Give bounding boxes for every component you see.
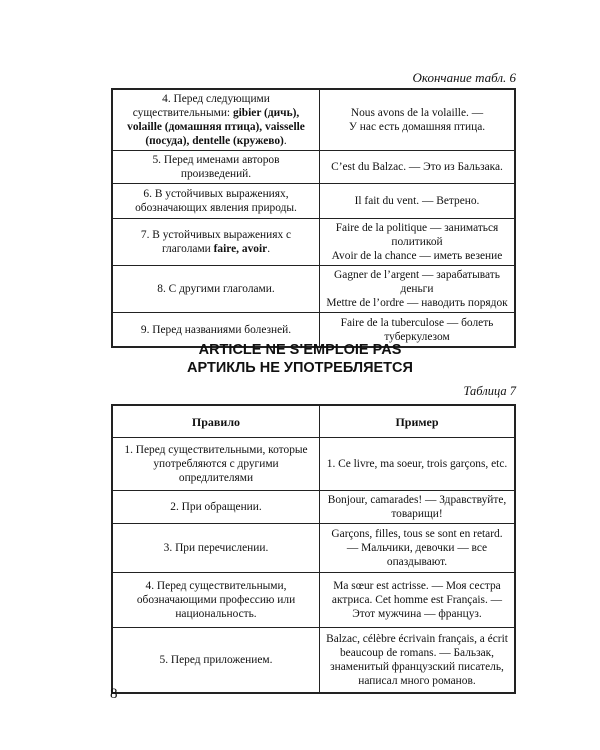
table-header-row <box>112 405 515 438</box>
example-cell: Faire de la politique — заниматься политикой Avoir de la chance — иметь везение <box>320 219 516 266</box>
example-cell: 1. Ce livre, ma soeur, trois garçons, etc. <box>320 438 516 491</box>
rule-cell: 2. При обращении. <box>112 491 320 524</box>
table-row <box>112 628 515 694</box>
table-row <box>112 151 515 184</box>
example-cell: Balzac, célèbre écrivain français, a écrit beaucoup de romans. — Бальзак, знаменитый французский писатель, написал много романов. <box>320 628 516 694</box>
example-cell: Gagner de l’argent — зарабатывать деньги Mettre de l’ordre — наводить порядок <box>320 266 516 313</box>
rule-cell: 5. Перед приложением. <box>112 628 320 694</box>
column-header-rule: Правило <box>112 405 320 438</box>
example-cell: Nous avons de la volaille. — У нас есть домашняя птица. <box>320 89 516 151</box>
table-row <box>112 89 515 151</box>
table-row <box>112 524 515 573</box>
rule-cell: 1. Перед существительными, которые употребляются с другими опредлителями <box>112 438 320 491</box>
example-cell: Ma sœur est actrisse. — Моя сестра актриса. Cet homme est Français. — Этот мужчина — француз. <box>320 573 516 628</box>
example-cell: Bonjour, camarades! — Здравствуйте, товарищи! <box>320 491 516 524</box>
example-cell: Faire de la tuberculose — болеть туберкулезом <box>320 313 516 348</box>
table-row <box>112 184 515 219</box>
example-cell: C’est du Balzac. — Это из Бальзака. <box>320 151 516 184</box>
table-row <box>112 438 515 491</box>
rule-cell: 3. При перечислении. <box>112 524 320 573</box>
section-heading-russian: АРТИКЛЬ НЕ УПОТРЕБЛЯЕТСЯ <box>187 360 413 376</box>
table-row <box>112 491 515 524</box>
section-heading-french: ARTICLE NE S’EMPLOIE PAS <box>198 342 402 358</box>
table-6 <box>111 88 516 348</box>
table-row <box>112 573 515 628</box>
table-row <box>112 266 515 313</box>
page-number: 8 <box>110 686 118 702</box>
example-cell: Il fait du vent. — Ветрено. <box>320 184 516 219</box>
table-7 <box>111 404 516 694</box>
table-label: Таблица 7 <box>463 384 516 398</box>
rule-cell: 6. В устойчивых выражениях, обозначающих явления природы. <box>112 184 320 219</box>
example-cell: Garçons, filles, tous se sont en retard. — Мальчики, девочки — все опаздывают. <box>320 524 516 573</box>
rule-cell: 9. Перед названиями болезней. <box>112 313 320 348</box>
table-row <box>112 219 515 266</box>
rule-cell: 4. Перед существительными, обозначающими профессию или национальность. <box>112 573 320 628</box>
table-continuation-label: Окончание табл. 6 <box>412 70 516 85</box>
rule-cell: 8. С другими глаголами. <box>112 266 320 313</box>
rule-cell: 7. В устойчивых выражениях с глаголами faire, avoir. <box>112 219 320 266</box>
rule-cell: 5. Перед именами авторов произведений. <box>112 151 320 184</box>
rule-cell: 4. Перед следующими существительными: gibier (дичь), volaille (домашняя птица), vaisselle (посуда), dentelle (кружево). <box>112 89 320 151</box>
column-header-example: Пример <box>320 405 516 438</box>
